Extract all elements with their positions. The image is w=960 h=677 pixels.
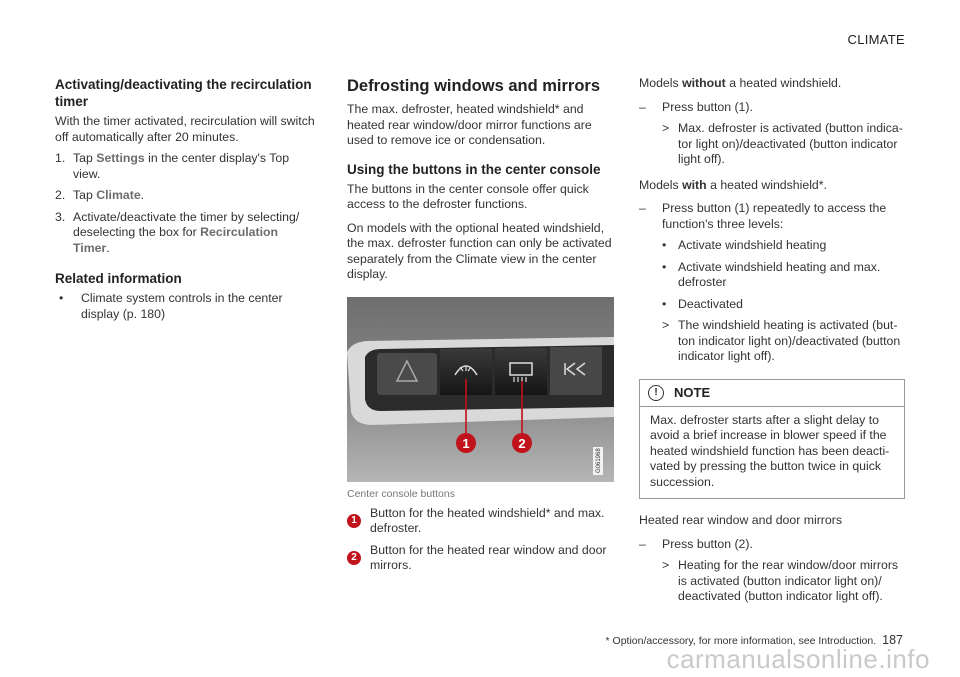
bullet-icon: • xyxy=(59,291,64,305)
level-text: Deactivated xyxy=(678,296,743,311)
center-console-image xyxy=(347,297,614,482)
watermark: carmanualsonline.info xyxy=(666,644,930,674)
result-text: The windshield heating is activated (but- ton indicator light on)/deactivated (button indicator light off). xyxy=(678,318,901,363)
defrost-intro: The max. defroster, heated windshield* and heated rear window/door mirror functions are used to remove ice or condensation. xyxy=(347,102,592,147)
step-text xyxy=(73,151,317,182)
recirculation-timer-link: Recirculation Timer xyxy=(73,225,279,255)
step-dash xyxy=(639,537,905,553)
models-prefix: Models xyxy=(639,76,683,90)
step-suffix: . xyxy=(140,188,145,202)
models-suffix: a heated windshield*. xyxy=(706,177,827,192)
dash-glyph: – xyxy=(639,99,646,114)
step-prefix: Tap xyxy=(73,151,97,165)
info-icon: ! xyxy=(648,385,664,401)
note-header xyxy=(640,380,904,407)
callout-item xyxy=(347,506,614,537)
callout-item xyxy=(347,543,614,574)
note-box xyxy=(639,379,905,500)
result-glyph: > xyxy=(662,558,670,572)
bullet-icon: • xyxy=(662,296,667,311)
step-suffix: in the center display's Top view. xyxy=(73,151,290,181)
result-glyph: > xyxy=(662,121,670,135)
climate-link: Climate xyxy=(96,188,141,202)
settings-link: Settings xyxy=(96,151,145,165)
level-item xyxy=(639,260,905,291)
center-console-heading: Using the buttons in the center console xyxy=(347,161,601,177)
steps-list xyxy=(55,151,317,256)
column-middle xyxy=(347,76,614,574)
step-text: Press button (1). xyxy=(662,99,753,114)
bullet-icon: • xyxy=(662,259,667,274)
callout-number-badge: 2 xyxy=(347,551,361,565)
dash-glyph: – xyxy=(639,536,646,551)
step-text: Press button (1) repeatedly to access the function's three levels: xyxy=(662,201,887,231)
rear-window-heading: Heated rear window and door mirrors xyxy=(639,513,842,527)
recirculation-timer-intro: With the timer activated, recirculation will switch off automatically after 20 minutes. xyxy=(55,114,315,144)
level-item xyxy=(639,238,905,254)
dash-glyph: – xyxy=(639,201,646,215)
step-dash xyxy=(639,100,905,116)
step-number: 1. xyxy=(55,151,66,165)
column-right xyxy=(639,76,905,605)
related-information-heading: Related information xyxy=(55,271,182,286)
column-left xyxy=(55,76,317,322)
with-emphasis: with xyxy=(682,177,707,192)
center-console-para2: On models with the optional heated windshield, the max. defroster function can only be activated separately from the Climate view in the center display. xyxy=(347,220,612,281)
step-item xyxy=(55,151,317,182)
step-prefix: Activate/deactivate the timer by selecting/ deselecting the box for xyxy=(73,209,300,239)
page-number: 187 xyxy=(882,633,903,647)
step-result xyxy=(639,558,905,605)
step-item xyxy=(55,210,317,257)
step-prefix: Tap xyxy=(73,188,97,202)
recirculation-timer-heading: Activating/deactivating the recirculation timer xyxy=(55,77,312,109)
bullet-icon: • xyxy=(662,238,667,252)
page-title: Defrosting windows and mirrors xyxy=(347,77,601,95)
models-prefix: Models xyxy=(639,177,683,192)
step-dash xyxy=(639,201,905,232)
models-suffix: a heated windshield. xyxy=(725,76,842,90)
section-header: CLIMATE xyxy=(847,32,905,47)
related-item[interactable] xyxy=(55,291,317,322)
step-result xyxy=(639,121,905,168)
callout-text: Button for the heated windshield* and max. defroster. xyxy=(370,505,605,535)
callout-text: Button for the heated rear window and door mirrors. xyxy=(370,542,607,572)
callout-label-1: 1 xyxy=(462,435,470,451)
footnote: * Option/accessory, for more information, see Introduction. xyxy=(605,635,877,647)
level-item xyxy=(639,297,905,313)
result-glyph: > xyxy=(662,318,670,332)
step-number: 3. xyxy=(55,209,66,224)
step-item xyxy=(55,188,317,204)
figure-code: G061968 xyxy=(596,447,602,473)
step-result xyxy=(639,318,905,365)
callout-number-badge: 1 xyxy=(347,514,361,528)
models-without-line xyxy=(639,76,905,92)
step-number: 2. xyxy=(55,188,66,202)
note-title: NOTE xyxy=(674,385,711,400)
step-text xyxy=(73,210,317,257)
figure-caption: Center console buttons xyxy=(347,487,455,500)
step-text: Press button (2). xyxy=(662,536,753,551)
result-text: Max. defroster is activated (button indica- tor light on)/deactivated (button indicator light off). xyxy=(678,121,903,166)
related-item-link[interactable]: Climate system controls in the center display (p. 180) xyxy=(81,291,283,321)
without-emphasis: without xyxy=(682,76,726,90)
console-illustration xyxy=(347,297,614,482)
models-with-line xyxy=(639,178,905,194)
step-text xyxy=(73,188,144,204)
step-suffix: . xyxy=(106,240,110,255)
result-text: Heating for the rear window/door mirrors is activated (button indicator light on)/ deactivated (button indicator light off). xyxy=(678,558,899,603)
level-text: Activate windshield heating and max. defroster xyxy=(678,259,881,289)
level-text: Activate windshield heating xyxy=(678,238,827,252)
center-console-para1: The buttons in the center console offer quick access to the defroster functions. xyxy=(347,181,589,211)
callout-label-2: 2 xyxy=(518,435,526,451)
note-body: Max. defroster starts after a slight delay to avoid a brief increase in blower speed if the heated windshield function has been deacti- vated by pressing the button twice in quick succession. xyxy=(650,412,890,489)
